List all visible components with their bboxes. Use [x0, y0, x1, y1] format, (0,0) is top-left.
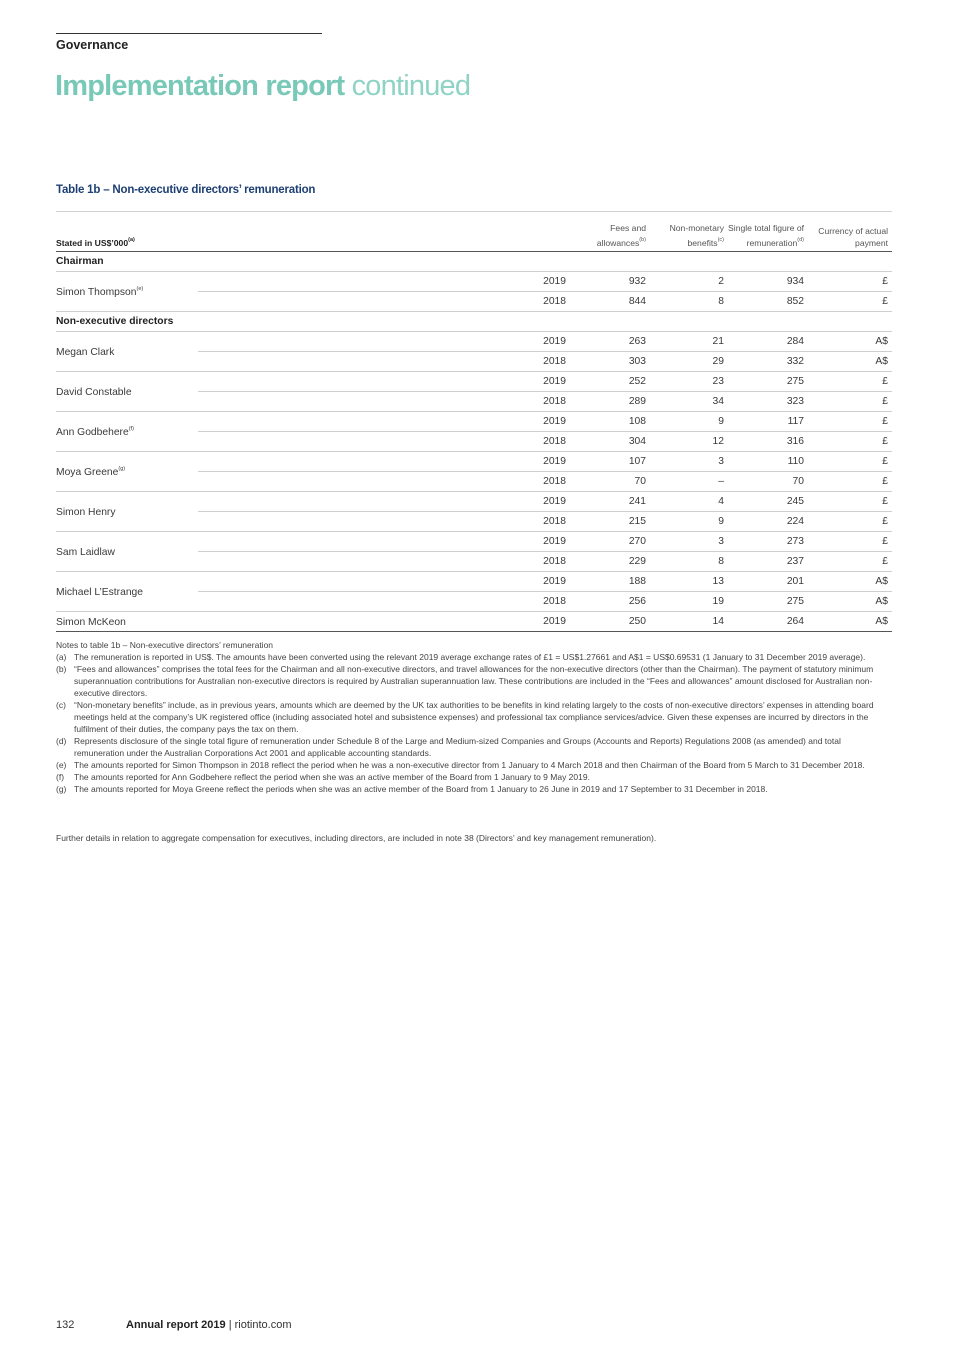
group-row	[56, 252, 892, 272]
currency-cell: A$	[808, 352, 892, 372]
title-bold: Implementation report	[55, 70, 345, 102]
table-row	[56, 532, 892, 552]
benefits-cell: 3	[650, 532, 728, 552]
currency-cell: £	[808, 452, 892, 472]
table-row	[56, 272, 892, 292]
fees-header: Fees and allowances$^{(b)}$	[570, 212, 650, 252]
fees-cell: 263	[570, 332, 650, 352]
note-label: (c)	[56, 700, 66, 710]
currency-cell: £	[808, 492, 892, 512]
benefits-cell: 9	[650, 512, 728, 532]
currency-cell: £	[808, 552, 892, 572]
currency-header: Currency of actual payment	[808, 212, 892, 252]
total-cell: 275	[728, 592, 808, 612]
year-cell: 2018	[198, 512, 570, 532]
fees-cell: 188	[570, 572, 650, 592]
benefits-cell: 9	[650, 412, 728, 432]
note-text: The remuneration is reported in US$. The amounts have been converted using the relevant 2019 average exchange rates of £1 = US$1.27661 and A$1 = US$0.69531 (1 January to 31 December 2019 average).	[74, 652, 866, 662]
total-cell: 273	[728, 532, 808, 552]
year-cell: 2019	[198, 372, 570, 392]
stated-in-header: Stated in US$’000$^{(a)}$	[56, 212, 570, 252]
report-name: Annual report 2019	[126, 1319, 226, 1331]
year-cell: 2018	[198, 392, 570, 412]
note-text: The amounts reported for Simon Thompson in 2018 reflect the period when he was a non-executive director from 1 January to 4 March 2018 and then Chairman of the Board from 5 March to 31 December 2018.	[74, 760, 865, 770]
total-cell: 323	[728, 392, 808, 412]
top-rule	[56, 33, 322, 34]
total-cell: 117	[728, 412, 808, 432]
currency-cell: £	[808, 412, 892, 432]
director-name: Moya Greene$^{(g)}$	[56, 452, 198, 492]
fees-cell: 256	[570, 592, 650, 612]
benefits-cell: 23	[650, 372, 728, 392]
fees-cell: 270	[570, 532, 650, 552]
benefits-cell: 29	[650, 352, 728, 372]
fees-cell: 107	[570, 452, 650, 472]
remuneration-table	[56, 211, 892, 632]
notes-section	[56, 639, 892, 795]
note-item	[56, 663, 892, 699]
footer-separator: |	[228, 1319, 232, 1331]
note-item	[56, 699, 892, 735]
director-name: David Constable	[56, 372, 198, 412]
director-name: Simon Thompson$^{(e)}$	[56, 272, 198, 312]
fees-cell: 229	[570, 552, 650, 572]
note-label: (f)	[56, 772, 65, 782]
note-text: The amounts reported for Moya Greene reflect the periods when she was an active member of the Board from 1 January to 26 June in 2019 and 17 September to 31 December in 2018.	[74, 784, 768, 794]
fees-cell: 70	[570, 472, 650, 492]
fees-cell: 250	[570, 612, 650, 632]
note-label: (e)	[56, 760, 67, 770]
director-name: Ann Godbehere$^{(f)}$	[56, 412, 198, 452]
benefits-cell: 3	[650, 452, 728, 472]
year-cell: 2019	[198, 612, 570, 632]
note-text: “Fees and allowances” comprises the total fees for the Chairman and all non-executive directors, and travel allowances for the non-executive directors (other than the Chairman). The payment of statutory minimum superannuation contributions for Australian non-executive directors is required by Australian superannuation law. These contributions are included in the “Fees and allowances” amount disclosed for Australian non-executive directors.	[74, 664, 874, 698]
year-cell: 2018	[198, 432, 570, 452]
table-row	[56, 492, 892, 512]
currency-cell: £	[808, 432, 892, 452]
benefits-cell: 21	[650, 332, 728, 352]
year-cell: 2019	[198, 272, 570, 292]
total-cell: 316	[728, 432, 808, 452]
fees-cell: 289	[570, 392, 650, 412]
total-cell: 110	[728, 452, 808, 472]
year-cell: 2018	[198, 592, 570, 612]
fees-cell: 844	[570, 292, 650, 312]
note-text: The amounts reported for Ann Godbehere reflect the period when she was an active member of the Board from 1 January to 9 May 2019.	[74, 772, 590, 782]
benefits-cell: 2	[650, 272, 728, 292]
table-body	[56, 252, 892, 632]
page-number: 132	[56, 1319, 75, 1331]
note-item	[56, 783, 892, 795]
currency-cell: £	[808, 512, 892, 532]
fees-cell: 215	[570, 512, 650, 532]
currency-cell: A$	[808, 572, 892, 592]
year-cell: 2018	[198, 292, 570, 312]
benefits-cell: 8	[650, 552, 728, 572]
year-cell: 2019	[198, 412, 570, 432]
fees-cell: 241	[570, 492, 650, 512]
group-label: Non-executive directors	[56, 312, 892, 332]
table-row	[56, 452, 892, 472]
benefits-cell: 14	[650, 612, 728, 632]
currency-cell: A$	[808, 592, 892, 612]
table-caption: Table 1b – Non-executive directors’ remuneration	[56, 184, 316, 196]
benefits-cell: 4	[650, 492, 728, 512]
total-cell: 237	[728, 552, 808, 572]
total-cell: 332	[728, 352, 808, 372]
notes-heading: Notes to table 1b – Non-executive directors’ remuneration	[56, 640, 274, 650]
year-cell: 2019	[198, 532, 570, 552]
currency-cell: £	[808, 532, 892, 552]
note-item	[56, 771, 892, 783]
note-label: (b)	[56, 664, 67, 674]
year-cell: 2019	[198, 572, 570, 592]
table-row	[56, 572, 892, 592]
note-label: (d)	[56, 736, 67, 746]
benefits-cell: 19	[650, 592, 728, 612]
currency-cell: £	[808, 472, 892, 492]
total-cell: 264	[728, 612, 808, 632]
website: riotinto.com	[234, 1319, 292, 1331]
section-label: Governance	[56, 38, 129, 52]
notes-list	[56, 651, 892, 795]
group-row	[56, 312, 892, 332]
total-cell: 284	[728, 332, 808, 352]
director-name: Sam Laidlaw	[56, 532, 198, 572]
year-cell: 2018	[198, 352, 570, 372]
fees-cell: 304	[570, 432, 650, 452]
total-cell: 245	[728, 492, 808, 512]
year-cell: 2018	[198, 552, 570, 572]
table-row	[56, 612, 892, 632]
benefits-cell: 12	[650, 432, 728, 452]
director-name: Michael L’Estrange	[56, 572, 198, 612]
note-item	[56, 651, 892, 663]
director-name: Megan Clark	[56, 332, 198, 372]
fees-cell: 303	[570, 352, 650, 372]
table-row	[56, 332, 892, 352]
page-footer	[56, 1319, 291, 1331]
benefits-header: Non-monetary benefits$^{(c)}$	[650, 212, 728, 252]
note-item	[56, 735, 892, 759]
benefits-cell: 34	[650, 392, 728, 412]
further-details: Further details in relation to aggregate compensation for executives, including directors, are included in note 38 (Directors’ and key management remuneration).	[56, 833, 657, 843]
benefits-cell: 13	[650, 572, 728, 592]
year-cell: 2019	[198, 452, 570, 472]
currency-cell: A$	[808, 612, 892, 632]
total-cell: 934	[728, 272, 808, 292]
year-cell: 2019	[198, 332, 570, 352]
table-row	[56, 372, 892, 392]
table-header-row	[56, 212, 892, 252]
title-light: continued	[351, 70, 471, 102]
total-cell: 70	[728, 472, 808, 492]
total-cell: 201	[728, 572, 808, 592]
note-text: “Non-monetary benefits” include, as in previous years, amounts which are deemed by the UK tax authorities to be benefits in kind relating largely to the costs of non-executive directors’ expenses in attending board meetings held at the company’s UK registered office (including associated hotel and subsistence expenses) and professional tax compliance services/advice. Given these expenses are incurred by directors in the fulfilment of their duties, the company pays the tax on them.	[74, 700, 874, 734]
table-row	[56, 412, 892, 432]
fees-cell: 108	[570, 412, 650, 432]
total-cell: 224	[728, 512, 808, 532]
fees-cell: 932	[570, 272, 650, 292]
year-cell: 2019	[198, 492, 570, 512]
total-cell: 275	[728, 372, 808, 392]
fees-cell: 252	[570, 372, 650, 392]
note-label: (g)	[56, 784, 67, 794]
director-name: Simon Henry	[56, 492, 198, 532]
total-header: Single total figure of remuneration$^{(d)}$	[728, 212, 808, 252]
page-title	[55, 70, 470, 103]
total-cell: 852	[728, 292, 808, 312]
currency-cell: £	[808, 372, 892, 392]
note-item	[56, 759, 892, 771]
group-label: Chairman	[56, 252, 892, 272]
benefits-cell: –	[650, 472, 728, 492]
note-label: (a)	[56, 652, 67, 662]
currency-cell: A$	[808, 332, 892, 352]
director-name: Simon McKeon	[56, 612, 198, 632]
currency-cell: £	[808, 292, 892, 312]
currency-cell: £	[808, 272, 892, 292]
note-text: Represents disclosure of the single total figure of remuneration under Schedule 8 of the Large and Medium-sized Companies and Groups (Accounts and Reports) Regulations 2008 (as amended) and total remuneration under the Australian Corporations Act 2001 and applicable accounting standards.	[74, 736, 841, 758]
year-cell: 2018	[198, 472, 570, 492]
benefits-cell: 8	[650, 292, 728, 312]
currency-cell: £	[808, 392, 892, 412]
